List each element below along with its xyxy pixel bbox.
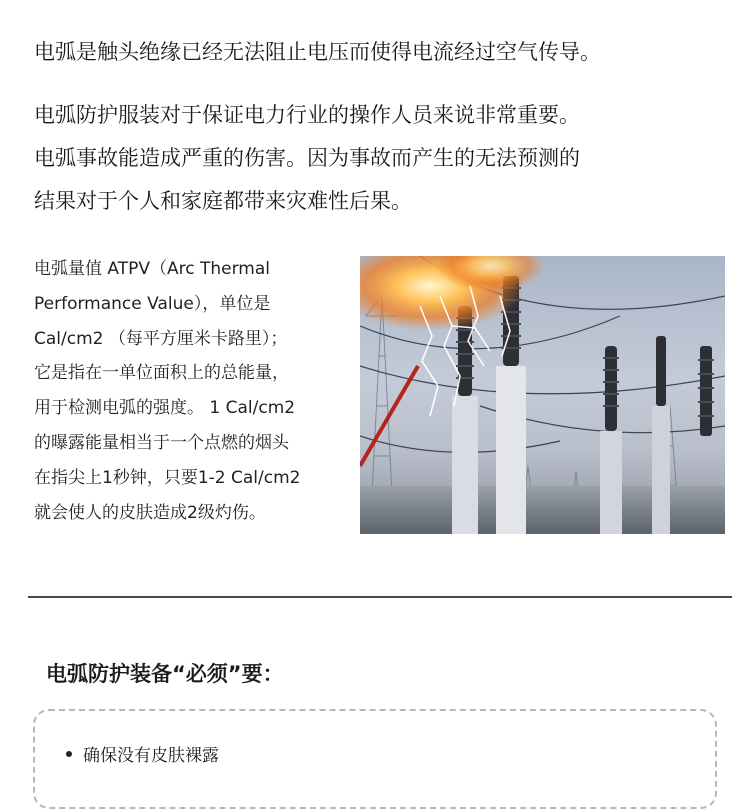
atpv-line: 在指尖上1秒钟，只要1-2 Cal/cm2 bbox=[34, 467, 301, 488]
arc-definition: 电弧是触头绝缘已经无法阻止电压而使得电流经过空气传导。 bbox=[34, 40, 601, 64]
atpv-line: 它是指在一单位面积上的总能量， bbox=[34, 363, 289, 384]
section-divider bbox=[28, 596, 732, 598]
atpv-line: 电弧量值 ATPV（Arc Thermal bbox=[34, 259, 270, 279]
importance-paragraph bbox=[34, 94, 580, 223]
atpv-line: Cal/cm2 （每平方厘米卡路里）； bbox=[34, 328, 288, 349]
atpv-line: 就会使人的皮肤造成2级灼伤。 bbox=[34, 502, 266, 523]
importance-line: 电弧防护服装对于保证电力行业的操作人员来说非常重要。 bbox=[34, 103, 580, 127]
importance-line: 电弧事故能造成严重的伤害。因为事故而产生的无法预测的 bbox=[34, 146, 580, 170]
requirements-title: 电弧防护装备“必须”要： bbox=[46, 662, 284, 686]
bullet-icon bbox=[66, 751, 72, 757]
atpv-line: 的曝露能量相当于一个点燃的烟头 bbox=[34, 432, 289, 453]
requirement-item bbox=[66, 744, 219, 768]
substation-arc-photo bbox=[360, 256, 725, 534]
atpv-line: Performance Value），单位是 bbox=[34, 293, 271, 314]
requirement-text: 确保没有皮肤裸露 bbox=[83, 746, 219, 766]
atpv-description bbox=[34, 252, 350, 530]
atpv-line: 用于检测电弧的强度。 1 Cal/cm2 bbox=[34, 398, 296, 419]
importance-line: 结果对于个人和家庭都带来灾难性后果。 bbox=[34, 189, 412, 213]
